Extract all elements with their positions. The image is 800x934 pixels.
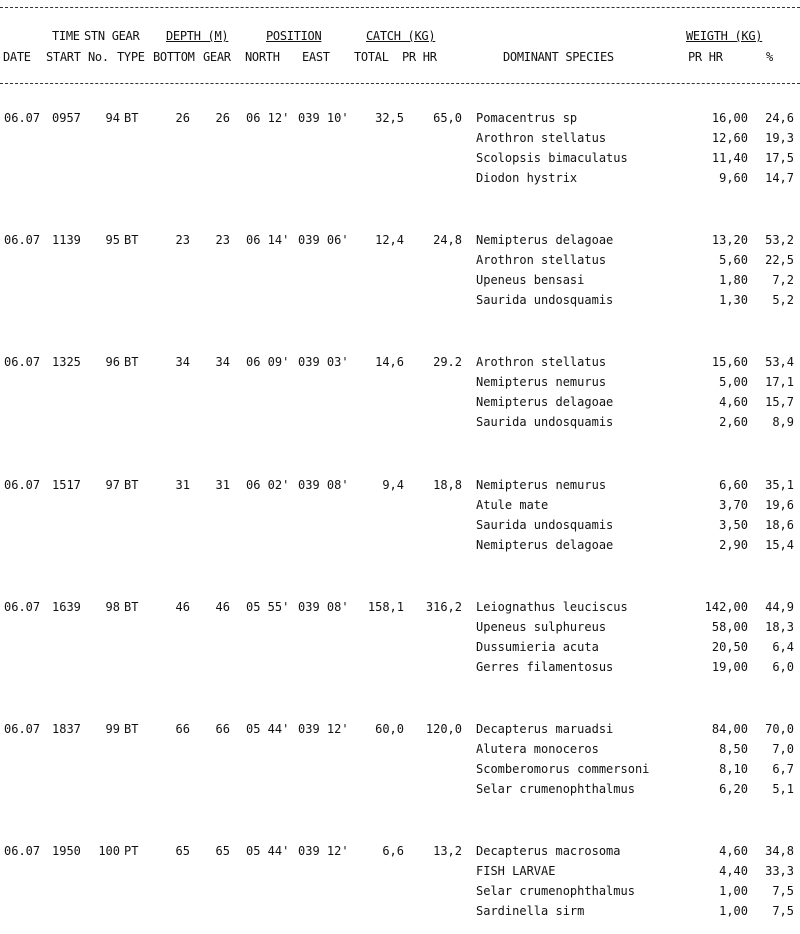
- species-name: Scomberomorus commersoni: [476, 762, 650, 776]
- species-percent: 53,2: [765, 233, 794, 247]
- record-north: 06 02': [246, 478, 290, 492]
- species-weight-pr-hr: 84,00: [711, 722, 748, 736]
- species-name: Gerres filamentosus: [476, 660, 614, 674]
- species-percent: 24,6: [765, 111, 794, 125]
- record-east: 039 06': [298, 233, 349, 247]
- haul-record: [0, 600, 800, 690]
- species-percent: 7,5: [772, 904, 794, 918]
- header-stn-gear: STN GEAR: [84, 29, 140, 43]
- record-north: 05 44': [246, 722, 290, 736]
- species-weight-pr-hr: 12,60: [711, 131, 748, 145]
- record-bottom: 23: [175, 233, 190, 247]
- species-name: Diodon hystrix: [476, 171, 578, 185]
- record-total: 32,5: [375, 111, 404, 125]
- species-name: Saurida undosquamis: [476, 415, 614, 429]
- species-percent: 17,1: [765, 375, 794, 389]
- species-percent: 70,0: [765, 722, 794, 736]
- record-gear: BT: [124, 722, 139, 736]
- record-total: 158,1: [367, 600, 404, 614]
- species-weight-pr-hr: 13,20: [711, 233, 748, 247]
- header-dominant-species: DOMINANT SPECIES: [503, 50, 614, 64]
- record-pr-hr: 120,0: [425, 722, 462, 736]
- species-percent: 18,6: [765, 518, 794, 532]
- header-weight-pr-hr: PR HR: [688, 50, 723, 64]
- species-percent: 14,7: [765, 171, 794, 185]
- record-stn: 98: [105, 600, 120, 614]
- species-weight-pr-hr: 4,40: [719, 864, 748, 878]
- species-weight-pr-hr: 19,00: [711, 660, 748, 674]
- record-date: 06.07: [4, 355, 41, 369]
- record-gear: BT: [124, 233, 139, 247]
- record-stn: 99: [105, 722, 120, 736]
- haul-record: [0, 111, 800, 201]
- record-east: 039 10': [298, 111, 349, 125]
- species-name: Upeneus bensasi: [476, 273, 585, 287]
- record-gear: BT: [124, 355, 139, 369]
- species-name: Saurida undosquamis: [476, 518, 614, 532]
- header-no: No.: [88, 50, 109, 64]
- record-time: 1139: [52, 233, 81, 247]
- record-pr-hr: 316,2: [425, 600, 462, 614]
- record-north: 05 55': [246, 600, 290, 614]
- haul-record: [0, 478, 800, 568]
- record-bottom: 65: [175, 844, 190, 858]
- header-percent: %: [766, 50, 773, 64]
- record-east: 039 08': [298, 478, 349, 492]
- species-percent: 7,2: [772, 273, 794, 287]
- header-catch: CATCH (KG): [366, 29, 436, 43]
- record-bottom: 46: [175, 600, 190, 614]
- species-weight-pr-hr: 58,00: [711, 620, 748, 634]
- species-percent: 35,1: [765, 478, 794, 492]
- record-gear-depth: 23: [215, 233, 230, 247]
- species-name: Nemipterus delagoae: [476, 395, 614, 409]
- header-depth: DEPTH (M): [166, 29, 229, 43]
- record-gear: BT: [124, 111, 139, 125]
- species-weight-pr-hr: 8,10: [719, 762, 748, 776]
- record-total: 12,4: [375, 233, 404, 247]
- record-date: 06.07: [4, 233, 41, 247]
- species-weight-pr-hr: 15,60: [711, 355, 748, 369]
- record-north: 06 09': [246, 355, 290, 369]
- record-total: 60,0: [375, 722, 404, 736]
- record-date: 06.07: [4, 478, 41, 492]
- species-name: Scolopsis bimaculatus: [476, 151, 628, 165]
- species-name: Pomacentrus sp: [476, 111, 578, 125]
- haul-record: [0, 355, 800, 445]
- top-divider: [0, 7, 800, 8]
- record-stn: 94: [105, 111, 120, 125]
- header-date: DATE: [3, 50, 31, 64]
- record-north: 05 44': [246, 844, 290, 858]
- record-east: 039 03': [298, 355, 349, 369]
- record-gear-depth: 31: [215, 478, 230, 492]
- record-gear-depth: 46: [215, 600, 230, 614]
- record-east: 039 12': [298, 722, 349, 736]
- species-weight-pr-hr: 16,00: [711, 111, 748, 125]
- haul-record: [0, 233, 800, 323]
- species-name: Nemipterus delagoae: [476, 233, 614, 247]
- species-name: Sardinella sirm: [476, 904, 585, 918]
- record-east: 039 12': [298, 844, 349, 858]
- record-north: 06 12': [246, 111, 290, 125]
- record-pr-hr: 18,8: [433, 478, 462, 492]
- header-bottom: BOTTOM: [153, 50, 195, 64]
- record-bottom: 34: [175, 355, 190, 369]
- species-weight-pr-hr: 4,60: [719, 395, 748, 409]
- species-percent: 44,9: [765, 600, 794, 614]
- species-name: Alutera monoceros: [476, 742, 599, 756]
- species-percent: 6,7: [772, 762, 794, 776]
- record-time: 1517: [52, 478, 81, 492]
- species-name: Nemipterus nemurus: [476, 375, 607, 389]
- record-date: 06.07: [4, 844, 41, 858]
- species-name: Arothron stellatus: [476, 253, 607, 267]
- header-type: TYPE: [117, 50, 145, 64]
- record-bottom: 66: [175, 722, 190, 736]
- species-percent: 19,3: [765, 131, 794, 145]
- species-percent: 34,8: [765, 844, 794, 858]
- header-start: START: [46, 50, 81, 64]
- header-pr-hr: PR HR: [402, 50, 437, 64]
- species-name: Decapterus macrosoma: [476, 844, 621, 858]
- header-weigth: WEIGTH (KG): [686, 29, 763, 43]
- record-total: 6,6: [382, 844, 404, 858]
- record-gear: PT: [124, 844, 139, 858]
- species-weight-pr-hr: 1,80: [719, 273, 748, 287]
- record-stn: 100: [98, 844, 120, 858]
- header-divider: [0, 83, 800, 84]
- species-percent: 8,9: [772, 415, 794, 429]
- record-gear-depth: 26: [215, 111, 230, 125]
- record-date: 06.07: [4, 111, 41, 125]
- header-time: TIME: [52, 29, 80, 43]
- record-date: 06.07: [4, 600, 41, 614]
- species-name: Dussumieria acuta: [476, 640, 599, 654]
- species-percent: 7,5: [772, 884, 794, 898]
- record-total: 14,6: [375, 355, 404, 369]
- species-name: Leiognathus leuciscus: [476, 600, 628, 614]
- record-gear: BT: [124, 478, 139, 492]
- record-north: 06 14': [246, 233, 290, 247]
- species-name: Selar crumenophthalmus: [476, 782, 635, 796]
- species-weight-pr-hr: 1,00: [719, 884, 748, 898]
- species-weight-pr-hr: 6,60: [719, 478, 748, 492]
- record-gear: BT: [124, 600, 139, 614]
- record-bottom: 26: [175, 111, 190, 125]
- species-weight-pr-hr: 3,70: [719, 498, 748, 512]
- species-percent: 6,4: [772, 640, 794, 654]
- record-stn: 96: [105, 355, 120, 369]
- record-time: 0957: [52, 111, 81, 125]
- record-time: 1837: [52, 722, 81, 736]
- species-name: Atule mate: [476, 498, 549, 512]
- record-stn: 95: [105, 233, 120, 247]
- record-total: 9,4: [382, 478, 404, 492]
- record-pr-hr: 29.2: [433, 355, 462, 369]
- species-percent: 17,5: [765, 151, 794, 165]
- haul-record: [0, 722, 800, 812]
- species-percent: 18,3: [765, 620, 794, 634]
- species-name: Upeneus sulphureus: [476, 620, 607, 634]
- record-gear-depth: 65: [215, 844, 230, 858]
- species-percent: 5,2: [772, 293, 794, 307]
- record-east: 039 08': [298, 600, 349, 614]
- species-name: Saurida undosquamis: [476, 293, 614, 307]
- species-weight-pr-hr: 2,60: [719, 415, 748, 429]
- record-time: 1639: [52, 600, 81, 614]
- species-weight-pr-hr: 6,20: [719, 782, 748, 796]
- record-date: 06.07: [4, 722, 41, 736]
- species-percent: 7,0: [772, 742, 794, 756]
- record-gear-depth: 34: [215, 355, 230, 369]
- species-name: Nemipterus delagoae: [476, 538, 614, 552]
- haul-record: [0, 844, 800, 934]
- record-stn: 97: [105, 478, 120, 492]
- species-weight-pr-hr: 5,00: [719, 375, 748, 389]
- record-bottom: 31: [175, 478, 190, 492]
- record-time: 1325: [52, 355, 81, 369]
- species-weight-pr-hr: 2,90: [719, 538, 748, 552]
- species-percent: 33,3: [765, 864, 794, 878]
- header-north: NORTH: [245, 50, 280, 64]
- species-name: Decapterus maruadsi: [476, 722, 614, 736]
- species-weight-pr-hr: 20,50: [711, 640, 748, 654]
- record-pr-hr: 24,8: [433, 233, 462, 247]
- species-weight-pr-hr: 3,50: [719, 518, 748, 532]
- species-percent: 5,1: [772, 782, 794, 796]
- species-name: Arothron stellatus: [476, 131, 607, 145]
- header-gear: GEAR: [203, 50, 231, 64]
- species-percent: 15,7: [765, 395, 794, 409]
- species-percent: 19,6: [765, 498, 794, 512]
- header-east: EAST: [302, 50, 330, 64]
- species-percent: 53,4: [765, 355, 794, 369]
- species-weight-pr-hr: 8,50: [719, 742, 748, 756]
- species-weight-pr-hr: 11,40: [711, 151, 748, 165]
- species-weight-pr-hr: 1,00: [719, 904, 748, 918]
- species-weight-pr-hr: 5,60: [719, 253, 748, 267]
- species-weight-pr-hr: 9,60: [719, 171, 748, 185]
- record-pr-hr: 13,2: [433, 844, 462, 858]
- species-weight-pr-hr: 1,30: [719, 293, 748, 307]
- header-position: POSITION: [266, 29, 322, 43]
- species-percent: 22,5: [765, 253, 794, 267]
- species-weight-pr-hr: 4,60: [719, 844, 748, 858]
- species-name: FISH LARVAE: [476, 864, 556, 878]
- record-time: 1950: [52, 844, 81, 858]
- species-percent: 6,0: [772, 660, 794, 674]
- record-gear-depth: 66: [215, 722, 230, 736]
- record-pr-hr: 65,0: [433, 111, 462, 125]
- species-weight-pr-hr: 142,00: [704, 600, 748, 614]
- species-percent: 15,4: [765, 538, 794, 552]
- species-name: Arothron stellatus: [476, 355, 607, 369]
- species-name: Selar crumenophthalmus: [476, 884, 635, 898]
- species-name: Nemipterus nemurus: [476, 478, 607, 492]
- header-total: TOTAL: [354, 50, 389, 64]
